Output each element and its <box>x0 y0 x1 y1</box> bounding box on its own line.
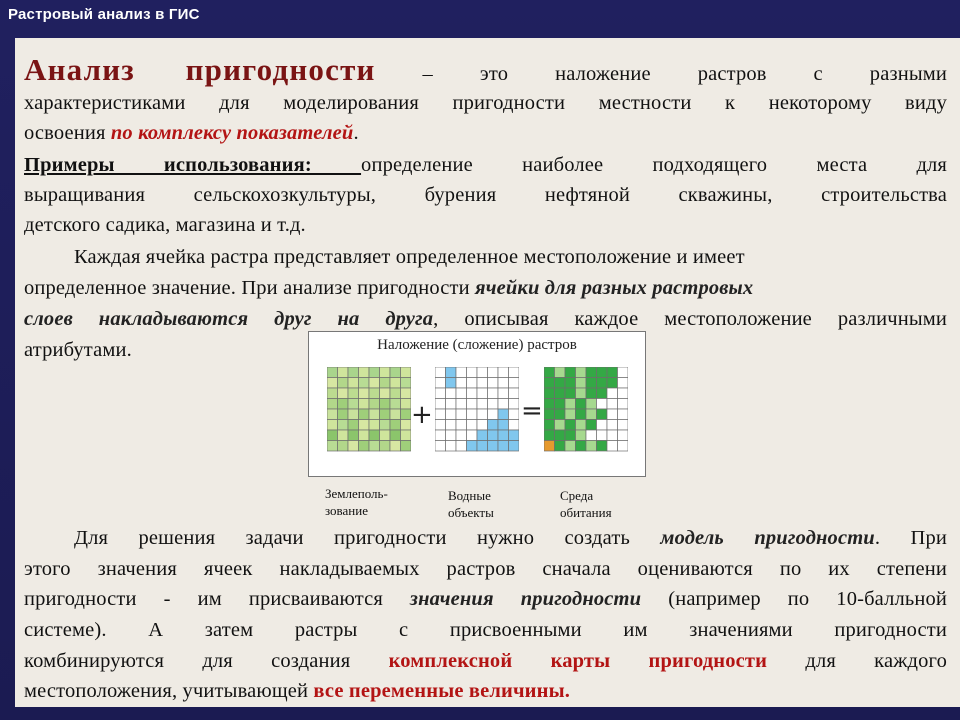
land-use-cell <box>380 430 391 441</box>
water-cell <box>435 399 446 410</box>
habitat-cell <box>607 388 618 399</box>
para4-line6-start: местоположения, учитывающей <box>24 680 314 702</box>
land-use-cell <box>327 409 338 420</box>
water-cell <box>456 378 467 389</box>
habitat-cell <box>576 367 587 378</box>
land-use-cell <box>390 409 401 420</box>
water-cell <box>498 378 509 389</box>
habitat-cell <box>555 441 566 452</box>
land-use-cell <box>380 367 391 378</box>
para3-line2 <box>24 277 753 300</box>
land-use-cell <box>401 420 412 431</box>
land-use-cell <box>401 378 412 389</box>
habitat-cell <box>544 399 555 410</box>
water-cell <box>477 420 488 431</box>
habitat-cell <box>565 409 576 420</box>
land-use-cell <box>327 399 338 410</box>
caption-water <box>448 487 494 521</box>
habitat-cell <box>618 399 629 410</box>
water-cell <box>435 409 446 420</box>
land-use-cell <box>380 420 391 431</box>
slide-content <box>15 38 960 707</box>
land-use-cell <box>369 378 380 389</box>
water-cell <box>477 441 488 452</box>
para4-line4: системе). А затем растры с присвоенными им значениями пригодности <box>24 619 947 641</box>
land-use-cell <box>338 430 349 441</box>
water-cell <box>488 430 499 441</box>
water-cell <box>488 409 499 420</box>
habitat-cell <box>565 420 576 431</box>
water-cell <box>456 430 467 441</box>
land-use-cell <box>401 430 412 441</box>
water-cell <box>446 409 457 420</box>
water-cell <box>498 388 509 399</box>
water-cell <box>467 399 478 410</box>
water-cell <box>467 367 478 378</box>
para3-emphasis-b: слоев накладываются друг на друга <box>24 308 434 330</box>
land-use-cell <box>369 409 380 420</box>
habitat-cell <box>576 388 587 399</box>
habitat-cell <box>618 430 629 441</box>
land-use-cell <box>380 399 391 410</box>
land-use-cell <box>348 399 359 410</box>
land-use-grid <box>327 367 411 457</box>
examples-label: Примеры использования: <box>24 154 362 176</box>
land-use-cell <box>327 388 338 399</box>
water-cell <box>477 399 488 410</box>
water-cell <box>446 420 457 431</box>
water-cell <box>498 430 509 441</box>
habitat-cell <box>607 409 618 420</box>
para3-line3-rest: , описывая каждое местоположение различными <box>433 308 948 330</box>
land-use-cell <box>327 430 338 441</box>
water-cell <box>467 409 478 420</box>
land-use-cell <box>348 441 359 452</box>
land-use-cell <box>380 378 391 389</box>
habitat-cell <box>597 388 608 399</box>
water-cell <box>488 420 499 431</box>
habitat-cell <box>597 420 608 431</box>
habitat-cell <box>586 367 597 378</box>
habitat-cell <box>618 378 629 389</box>
habitat-cell <box>586 409 597 420</box>
water-cell <box>446 441 457 452</box>
water-cell <box>488 441 499 452</box>
land-use-cell <box>338 388 349 399</box>
habitat-cell <box>565 367 576 378</box>
water-cell <box>488 399 499 410</box>
para3-emphasis-a: ячейки для разных растровых <box>475 277 754 299</box>
para3-line2-start: определенное значение. При анализе пригодности <box>24 277 476 299</box>
land-use-cell <box>380 441 391 452</box>
water-cell <box>509 399 520 410</box>
habitat-cell <box>544 441 555 452</box>
plus-sign: + <box>411 400 433 430</box>
para1-line1-rest: – это наложение растров с разными <box>375 63 947 85</box>
habitat-cell <box>555 399 566 410</box>
para1-emphasis: по комплексу показателей <box>110 122 354 144</box>
land-use-cell <box>348 430 359 441</box>
caption-habitat <box>560 487 612 521</box>
habitat-cell <box>565 399 576 410</box>
water-cell <box>456 441 467 452</box>
land-use-cell <box>348 388 359 399</box>
land-use-cell <box>359 441 370 452</box>
habitat-cell <box>576 420 587 431</box>
land-use-cell <box>390 388 401 399</box>
water-cell <box>456 399 467 410</box>
habitat-cell <box>597 378 608 389</box>
water-cell <box>509 420 520 431</box>
para4-line5-end: для каждого <box>767 650 947 672</box>
water-cell <box>509 441 520 452</box>
land-use-cell <box>338 441 349 452</box>
slide-title: Растровый анализ в ГИС <box>8 6 200 23</box>
water-cell <box>488 378 499 389</box>
water-cell <box>435 388 446 399</box>
land-use-cell <box>369 441 380 452</box>
water-cell <box>509 388 520 399</box>
habitat-cell <box>586 399 597 410</box>
habitat-cell <box>586 441 597 452</box>
habitat-cell <box>576 378 587 389</box>
caption-water-text: Водные объекты <box>448 488 494 520</box>
habitat-cell <box>597 430 608 441</box>
water-cell <box>509 409 520 420</box>
water-cell <box>435 441 446 452</box>
water-cell <box>446 378 457 389</box>
habitat-cell <box>618 420 629 431</box>
land-use-cell <box>348 409 359 420</box>
land-use-cell <box>359 367 370 378</box>
habitat-cell <box>565 430 576 441</box>
habitat-cell <box>576 441 587 452</box>
habitat-cell <box>597 367 608 378</box>
para4-emphasis-model: модель пригодности <box>660 527 875 549</box>
habitat-cell <box>607 430 618 441</box>
water-cell <box>467 430 478 441</box>
caption-land-use <box>325 485 388 519</box>
habitat-cell <box>607 441 618 452</box>
habitat-cell <box>586 378 597 389</box>
para4-line3-end: (например по 10-балльной <box>641 588 947 610</box>
habitat-cell <box>618 441 629 452</box>
water-cell <box>477 430 488 441</box>
water-cell <box>446 367 457 378</box>
water-cell <box>435 420 446 431</box>
water-cell <box>477 388 488 399</box>
para2-line1-rest: определение наиболее подходящего места для <box>361 154 947 176</box>
water-cell <box>488 388 499 399</box>
habitat-cell <box>544 420 555 431</box>
caption-habitat-text: Среда обитания <box>560 488 612 520</box>
land-use-cell <box>338 409 349 420</box>
para4-line1-start: Для решения задачи пригодности нужно создать <box>74 527 661 549</box>
para4-line3 <box>24 588 947 611</box>
habitat-cell <box>544 409 555 420</box>
land-use-cell <box>401 409 412 420</box>
water-cell <box>446 399 457 410</box>
habitat-cell <box>618 367 629 378</box>
land-use-cell <box>390 420 401 431</box>
water-cell <box>467 378 478 389</box>
para1-line2: характеристиками для моделирования пригодности местности к некоторому виду <box>24 92 947 114</box>
land-use-cell <box>369 420 380 431</box>
land-use-cell <box>359 399 370 410</box>
raster-overlay-figure <box>308 331 646 477</box>
land-use-cell <box>390 441 401 452</box>
water-cell <box>435 430 446 441</box>
para3-line1: Каждая ячейка растра представляет определенное местоположение и имеет <box>74 246 745 268</box>
habitat-cell <box>544 378 555 389</box>
habitat-cell <box>576 430 587 441</box>
para4-line3-start: пригодности - им присваиваются <box>24 588 410 610</box>
water-cell <box>498 399 509 410</box>
habitat-cell <box>555 378 566 389</box>
habitat-cell <box>544 388 555 399</box>
para2-line3: детского садика, магазина и т.д. <box>24 214 306 236</box>
para1-line3 <box>24 122 359 145</box>
habitat-cell <box>544 430 555 441</box>
water-cell <box>446 430 457 441</box>
water-cell <box>509 367 520 378</box>
land-use-cell <box>348 420 359 431</box>
water-cell <box>435 378 446 389</box>
habitat-cell <box>586 388 597 399</box>
habitat-cell <box>607 378 618 389</box>
habitat-cell <box>565 388 576 399</box>
term-heading: Анализ пригодности <box>24 52 376 87</box>
water-cell <box>488 367 499 378</box>
habitat-cell <box>576 399 587 410</box>
water-cell <box>477 367 488 378</box>
para4-line6 <box>24 680 570 703</box>
land-use-cell <box>348 367 359 378</box>
habitat-cell <box>555 430 566 441</box>
para4-line5 <box>24 650 947 673</box>
para3-line3 <box>24 308 947 331</box>
water-cell <box>467 388 478 399</box>
figure-title: Наложение (сложение) растров <box>377 337 577 353</box>
land-use-cell <box>338 420 349 431</box>
habitat-cell <box>555 420 566 431</box>
habitat-cell <box>586 430 597 441</box>
water-cell <box>509 430 520 441</box>
land-use-cell <box>338 399 349 410</box>
para4-emphasis-map: комплексной карты пригодности <box>388 650 768 672</box>
water-cell <box>509 378 520 389</box>
water-cell <box>467 441 478 452</box>
land-use-cell <box>327 420 338 431</box>
land-use-cell <box>380 388 391 399</box>
habitat-cell <box>597 409 608 420</box>
habitat-cell <box>586 420 597 431</box>
habitat-cell <box>618 388 629 399</box>
water-cell <box>498 409 509 420</box>
para1-line3-end: . <box>353 122 359 144</box>
habitat-cell <box>607 399 618 410</box>
para2-line1 <box>24 154 947 177</box>
para4-line5-start: комбинируются для создания <box>24 650 389 672</box>
habitat-cell <box>597 399 608 410</box>
habitat-cell <box>576 409 587 420</box>
habitat-cell <box>555 388 566 399</box>
para1-line1 <box>24 52 947 88</box>
para4-line1 <box>24 527 947 550</box>
land-use-cell <box>348 378 359 389</box>
habitat-cell <box>555 367 566 378</box>
habitat-cell <box>607 420 618 431</box>
para4-emphasis-values: значения пригодности <box>409 588 642 610</box>
water-cell <box>446 388 457 399</box>
land-use-cell <box>401 388 412 399</box>
habitat-cell <box>565 441 576 452</box>
land-use-cell <box>369 399 380 410</box>
land-use-cell <box>327 367 338 378</box>
habitat-cell <box>555 409 566 420</box>
land-use-cell <box>401 399 412 410</box>
water-cell <box>456 367 467 378</box>
water-cell <box>467 420 478 431</box>
land-use-cell <box>390 430 401 441</box>
land-use-cell <box>390 378 401 389</box>
land-use-cell <box>359 409 370 420</box>
para1-line3-start: освоения <box>24 122 111 144</box>
land-use-cell <box>327 378 338 389</box>
water-cell <box>498 441 509 452</box>
water-grid <box>435 367 519 457</box>
land-use-cell <box>369 430 380 441</box>
water-cell <box>456 420 467 431</box>
land-use-cell <box>359 420 370 431</box>
water-cell <box>498 420 509 431</box>
land-use-cell <box>390 367 401 378</box>
land-use-cell <box>401 441 412 452</box>
water-cell <box>456 409 467 420</box>
land-use-cell <box>338 367 349 378</box>
water-cell <box>477 378 488 389</box>
para3-line4: атрибутами. <box>24 339 132 361</box>
habitat-cell <box>565 378 576 389</box>
para4-line1-end: . При <box>874 527 948 549</box>
habitat-cell <box>544 367 555 378</box>
land-use-cell <box>359 388 370 399</box>
land-use-cell <box>359 430 370 441</box>
para2-line2: выращивания сельскохозкультуры, бурения нефтяной скважины, строительства <box>24 184 947 206</box>
equals-sign: = <box>521 396 543 426</box>
land-use-cell <box>390 399 401 410</box>
para4-emphasis-variables: все переменные величины. <box>313 680 571 702</box>
water-cell <box>477 409 488 420</box>
land-use-cell <box>369 367 380 378</box>
water-cell <box>498 367 509 378</box>
habitat-cell <box>607 367 618 378</box>
habitat-cell <box>597 441 608 452</box>
water-cell <box>435 367 446 378</box>
water-cell <box>456 388 467 399</box>
caption-land-use-text: Землеполь- зование <box>325 486 388 518</box>
land-use-cell <box>401 367 412 378</box>
land-use-cell <box>380 409 391 420</box>
land-use-cell <box>338 378 349 389</box>
habitat-cell <box>618 409 629 420</box>
land-use-cell <box>359 378 370 389</box>
land-use-cell <box>327 441 338 452</box>
para4-line2: этого значения ячеек накладываемых растров сначала оцениваются по их степени <box>24 558 947 580</box>
habitat-grid <box>544 367 628 457</box>
land-use-cell <box>369 388 380 399</box>
